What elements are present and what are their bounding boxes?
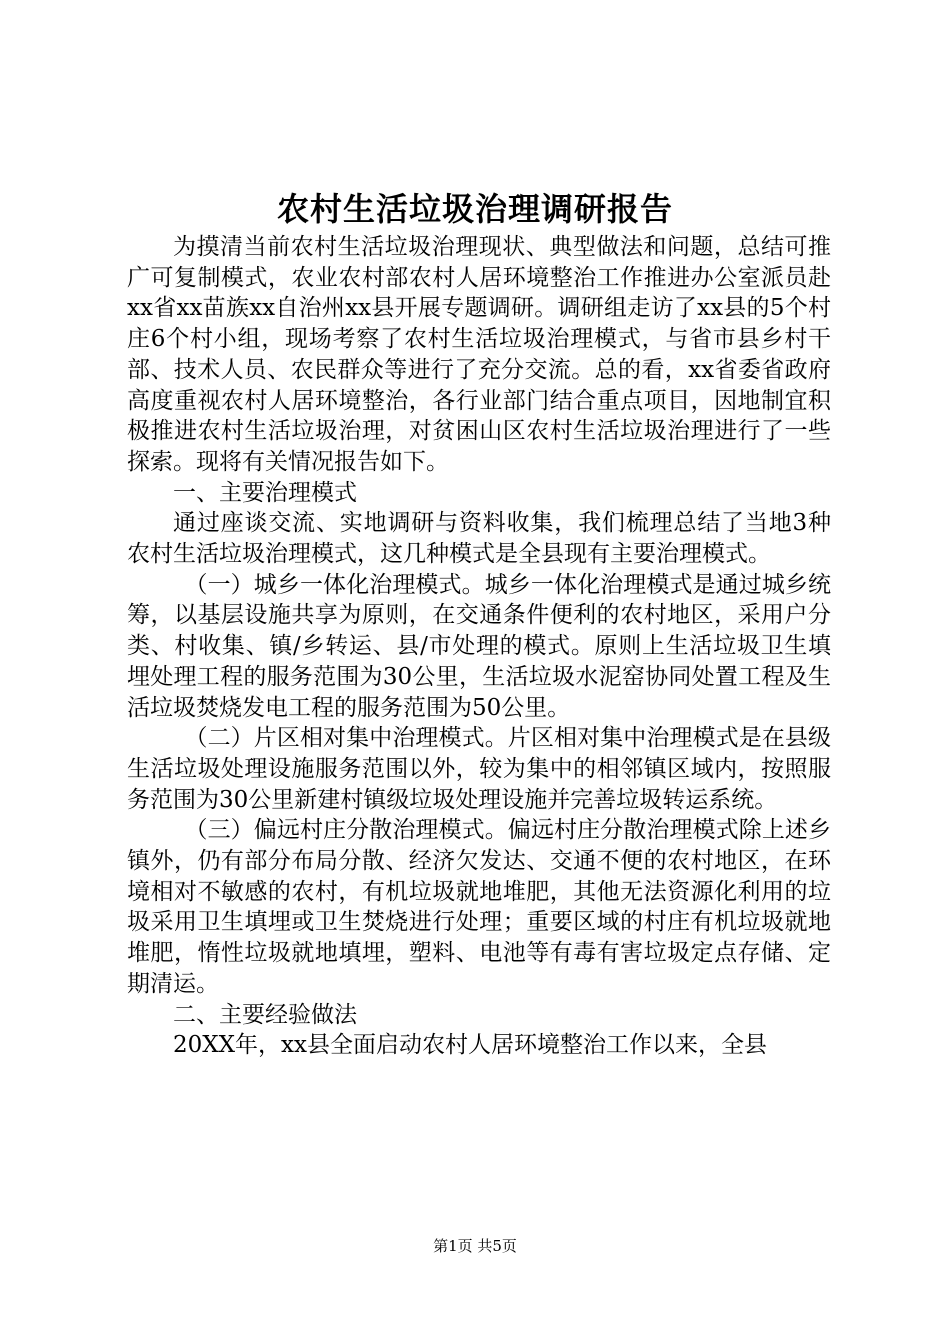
section-heading-1: 一、主要治理模式 — [173, 479, 357, 506]
page-footer: 第1页 共5页 — [433, 1237, 517, 1255]
document-title: 农村生活垃圾治理调研报告 — [276, 190, 673, 228]
section-heading-2: 二、主要经验做法 — [173, 1001, 357, 1028]
intro-paragraph: 为摸清当前农村生活垃圾治理现状、典型做法和问题，总结可推广可复制模式，农业农村部农村人居环境整治工作推进办公室派员赴xx省xx苗族xx自治州xx县开展专题调研。调研组走访了xx县的5个村庄6个村小组，现场考察了农村生活垃圾治理模式，与省市县乡村干部、技术人员、农民群众等进行了充分交流。总的看，xx省委省政府高度重视农村人居环境整治，各行业部门结合重点项目，因地制宜积极推进农村生活垃圾治理，对贫困山区农村生活垃圾治理进行了一些探索。现将有关情况报告如下。 — [127, 234, 831, 475]
mode-3-paragraph: （三）偏远村庄分散治理模式。偏远村庄分散治理模式除上述乡镇外，仍有部分布局分散、经济欠发达、交通不便的农村地区，在环境相对不敏感的农村，有机垃圾就地堆肥，其他无法资源化利用的垃圾采用卫生填埋或卫生焚烧进行处理；重要区域的村庄有机垃圾就地堆肥，惰性垃圾就地填埋，塑料、电池等有毒有害垃圾定点存储、定期清运。 — [127, 817, 831, 997]
document-body — [127, 232, 831, 1061]
section-1-paragraph: 通过座谈交流、实地调研与资料收集，我们梳理总结了当地3种农村生活垃圾治理模式，这几种模式是全县现有主要治理模式。 — [127, 510, 831, 568]
section-2-paragraph: 20XX年，xx县全面启动农村人居环境整治工作以来，全县 — [173, 1032, 767, 1059]
mode-2-paragraph: （二）片区相对集中治理模式。片区相对集中治理模式是在县级生活垃圾处理设施服务范围以外，较为集中的相邻镇区域内，按照服务范围为30公里新建村镇级垃圾处理设施并完善垃圾转运系统。 — [127, 725, 831, 813]
mode-1-paragraph: （一）城乡一体化治理模式。城乡一体化治理模式是通过城乡统筹，以基层设施共享为原则，在交通条件便利的农村地区，采用户分类、村收集、镇/乡转运、县/市处理的模式。原则上生活垃圾卫生填埋处理工程的服务范围为30公里，生活垃圾水泥窑协同处置工程及生活垃圾焚烧发电工程的服务范围为50公里。 — [127, 571, 831, 721]
